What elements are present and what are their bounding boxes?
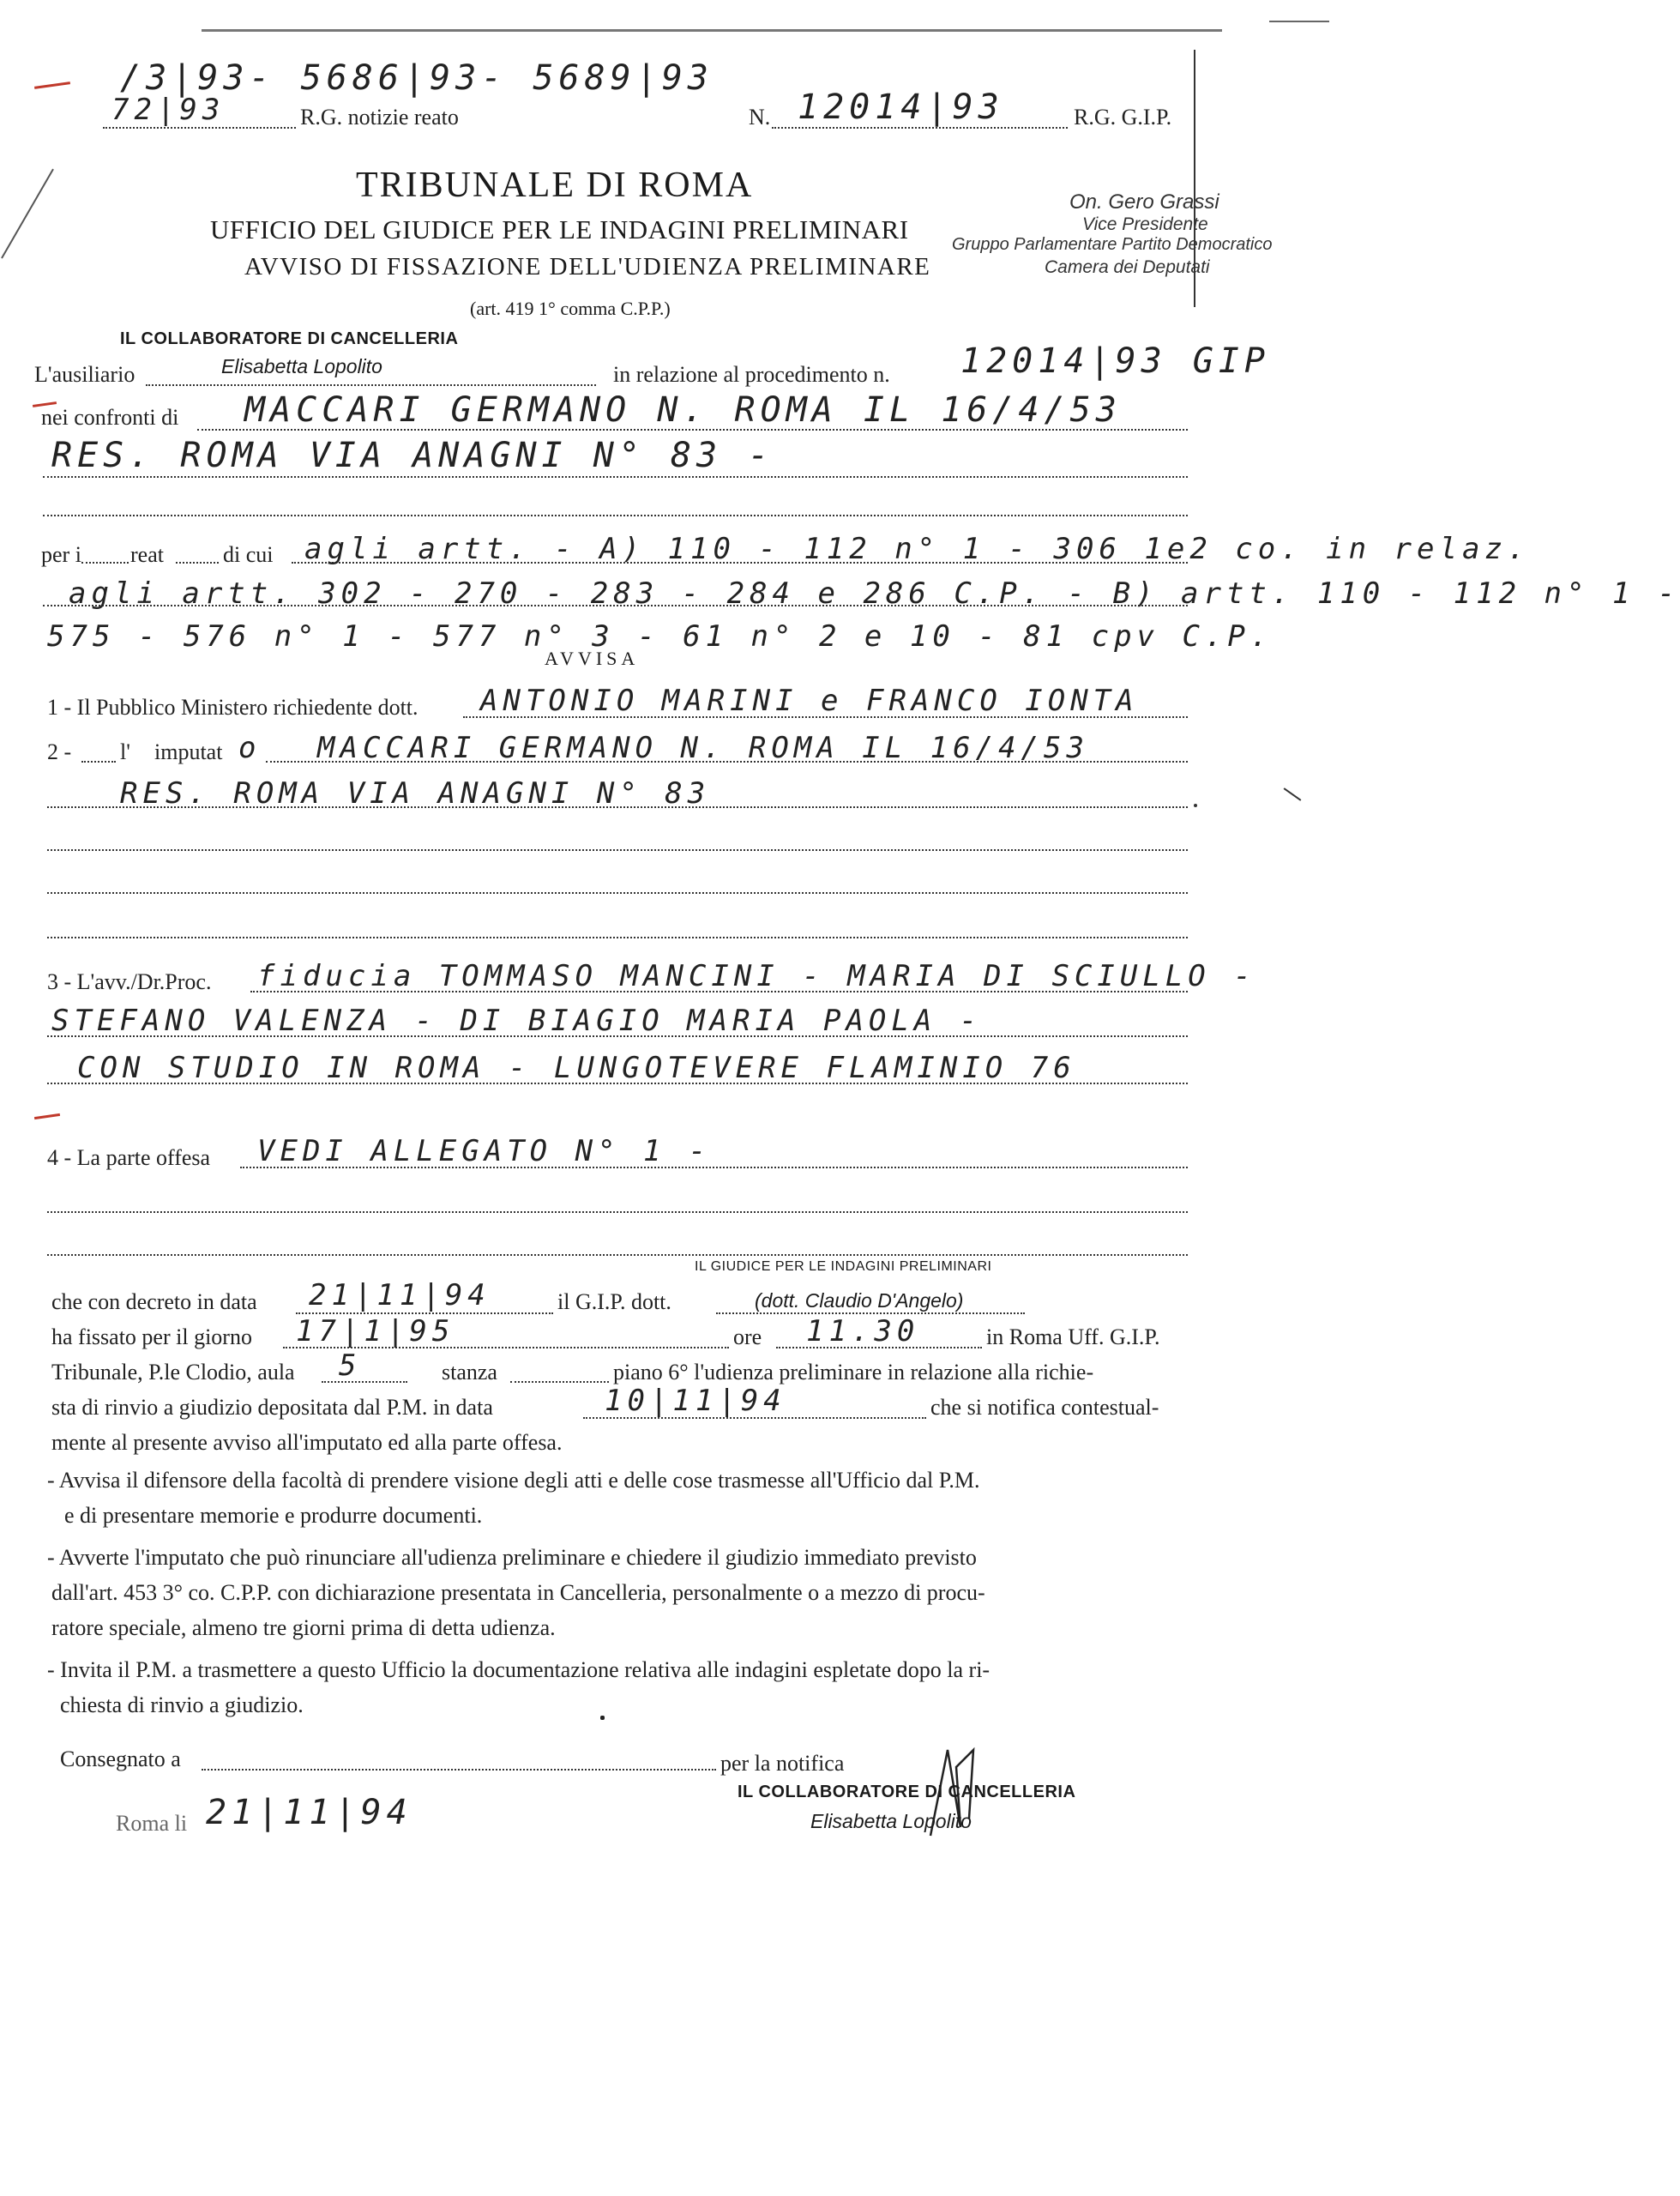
notice-title: AVVISO DI FISSAZIONE DELL'UDIENZA PRELIMINARE xyxy=(244,253,931,281)
decree-text: che con decreto in data xyxy=(51,1289,257,1314)
imputato-line-3 xyxy=(47,849,1188,851)
against-line-2-value: RES. ROMA VIA ANAGNI N° 83 - xyxy=(51,436,774,475)
protocol-numbers: /3|93- 5686|93- 5689|93 xyxy=(120,58,714,98)
notice-2-line-2: dall'art. 453 3° co. C.P.P. con dichiarazione presentata in Cancelleria, personalmente o a mezzo di procu- xyxy=(51,1580,985,1605)
n-label: N. xyxy=(749,105,771,130)
auxiliary-stamp-role: IL COLLABORATORE DI CANCELLERIA xyxy=(120,329,459,348)
stray-dot xyxy=(600,1716,605,1720)
charges-line-2-value: agli artt. 302 - 270 - 283 - 284 e 286 C.P. - B) artt. 110 - 112 n° 1 - xyxy=(69,576,1680,611)
judge-name: (dott. Claudio D'Angelo) xyxy=(755,1289,964,1312)
ore-text: ore xyxy=(733,1324,762,1349)
pm-label: 1 - Il Pubblico Ministero richiedente dott. xyxy=(47,695,418,720)
hearing-time: 11.30 xyxy=(806,1314,920,1348)
charges-reat-line xyxy=(176,562,219,564)
place-label: Roma li xyxy=(116,1811,188,1836)
rg-gip-label: R.G. G.I.P. xyxy=(1074,105,1172,130)
notice-2-line-1: - Avverte l'imputato che può rinunciare all'udienza preliminare e chiedere il giudizio immediato previsto xyxy=(47,1545,977,1570)
judge-stamp: IL GIUDICE PER LE INDAGINI PRELIMINARI xyxy=(695,1259,992,1274)
decree-gip-text: il G.I.P. dott. xyxy=(557,1289,671,1314)
against-line-1-value: MACCARI GERMANO N. ROMA IL 16/4/53 xyxy=(244,390,1122,430)
avv-line-3-value: CON STUDIO IN ROMA - LUNGOTEVERE FLAMINIO 76 xyxy=(77,1051,1076,1085)
side-stamp-name: On. Gero Grassi xyxy=(1069,190,1219,214)
offesa-value: VEDI ALLEGATO N° 1 - xyxy=(257,1134,712,1168)
scan-edge-line-right xyxy=(1269,21,1329,22)
rinvio-text: sta di rinvio a giudizio depositata dal P.M. in data xyxy=(51,1395,493,1420)
charges-per-label: per i xyxy=(41,542,81,567)
margin-mark xyxy=(34,81,70,89)
offesa-line-2 xyxy=(47,1211,1188,1213)
rinvio-date: 10|11|94 xyxy=(605,1384,786,1418)
procedure-label: in relazione al procedimento n. xyxy=(613,362,890,387)
consegnato-label: Consegnato a xyxy=(60,1747,181,1771)
stray-mark xyxy=(1284,787,1302,800)
offesa-line-3 xyxy=(47,1254,1188,1256)
avv-line-2-value: STEFANO VALENZA - DI BIAGIO MARIA PAOLA - xyxy=(51,1004,983,1038)
scan-edge-line xyxy=(202,29,1222,32)
imputato-article: l' xyxy=(120,739,130,764)
rg-notizie-value: 72|93 xyxy=(111,93,226,127)
procedure-number: 12014|93 GIP xyxy=(960,341,1270,381)
tribunale-text: Tribunale, P.le Clodio, aula xyxy=(51,1360,295,1385)
court-title: TRIBUNALE DI ROMA xyxy=(356,166,754,205)
aula-line xyxy=(322,1381,407,1383)
aula-value: 5 xyxy=(339,1348,362,1383)
auxiliary-line xyxy=(146,384,596,386)
charges-reat-label: reat xyxy=(130,542,164,567)
rg-notizie-label: R.G. notizie reato xyxy=(300,105,459,130)
charges-line-1-value: agli artt. - A) 110 - 112 n° 1 - 306 1e2 co. in relaz. xyxy=(304,532,1531,566)
charges-per-line xyxy=(81,562,129,564)
notifica-label: per la notifica xyxy=(720,1751,845,1776)
footer-date: 21|11|94 xyxy=(206,1793,412,1832)
mente-text: mente al presente avviso all'imputato ed alla parte offesa. xyxy=(51,1430,563,1455)
footer-stamp-name: Elisabetta Lopolito xyxy=(810,1810,972,1832)
auxiliary-label: L'ausiliario xyxy=(34,362,135,387)
fixed-text: ha fissato per il giorno xyxy=(51,1324,252,1349)
consegnato-line xyxy=(202,1769,716,1771)
rg-gip-value: 12014|93 xyxy=(798,87,1004,127)
notice-3-line-2: chiesta di rinvio a giudizio. xyxy=(60,1692,304,1717)
stray-dot xyxy=(1194,804,1197,807)
charges-dicui-label: di cui xyxy=(223,542,274,567)
charges-line-3-value: 575 - 576 n° 1 - 577 n° 3 - 61 n° 2 e 10 - 81 cpv C.P. xyxy=(47,619,1274,654)
auxiliary-name: Elisabetta Lopolito xyxy=(221,355,382,377)
avv-line-1-value: fiducia TOMMASO MANCINI - MARIA DI SCIULLO - xyxy=(257,959,1256,993)
notice-3-line-1: - Invita il P.M. a trasmettere a questo Ufficio la documentazione relativa alle indagini espletate dopo la ri- xyxy=(47,1657,991,1682)
side-stamp-role: Vice Presidente xyxy=(1082,214,1208,234)
side-stamp-group: Gruppo Parlamentare Partito Democratico xyxy=(952,235,1273,254)
piano-text: piano 6° l'udienza preliminare in relazione alla richie- xyxy=(613,1360,1094,1385)
footer-stamp-role: IL COLLABORATORE DI CANCELLERIA xyxy=(738,1783,1076,1801)
against-line-2 xyxy=(43,476,1188,478)
hearing-date: 17|1|95 xyxy=(296,1314,455,1348)
rg-gip-line xyxy=(772,127,1068,129)
pm-value: ANTONIO MARINI e FRANCO IONTA xyxy=(480,684,1139,718)
decree-date: 21|11|94 xyxy=(309,1278,491,1312)
article-reference: (art. 419 1° comma C.P.P.) xyxy=(470,298,671,319)
imputato-line-1-value: MACCARI GERMANO N. ROMA IL 16/4/53 xyxy=(317,731,1089,765)
office-title: UFFICIO DEL GIUDICE PER LE INDAGINI PRELIMINARI xyxy=(210,214,909,244)
imputato-line-5 xyxy=(47,937,1188,938)
avv-label: 3 - L'avv./Dr.Proc. xyxy=(47,969,212,994)
stanza-line xyxy=(510,1381,609,1383)
imputato-lead-line xyxy=(81,761,116,763)
avvisa-heading: AVVISA xyxy=(545,648,640,669)
offesa-label: 4 - La parte offesa xyxy=(47,1145,211,1170)
side-stamp-chamber: Camera dei Deputati xyxy=(1045,257,1210,277)
notice-2-line-3: ratore speciale, almeno tre giorni prima di detta udienza. xyxy=(51,1615,556,1640)
against-label: nei confronti di xyxy=(41,405,179,430)
margin-mark xyxy=(34,1113,60,1119)
scan-diagonal-line xyxy=(1,169,54,259)
notice-1-line-2: e di presentare memorie e produrre documenti. xyxy=(64,1503,483,1528)
against-line-3 xyxy=(43,515,1188,516)
imputato-line-2-value: RES. ROMA VIA ANAGNI N° 83 xyxy=(120,776,711,811)
stanza-text: stanza xyxy=(442,1360,497,1385)
imputato-label: imputat xyxy=(154,739,223,764)
imputato-number: 2 - xyxy=(47,739,72,764)
rg-notizie-line xyxy=(103,127,296,129)
imputato-suffix: o xyxy=(238,731,262,765)
imputato-line-4 xyxy=(47,892,1188,894)
notice-1-line-1: - Avvisa il difensore della facoltà di prendere visione degli atti e delle cose trasmesse all'Ufficio dal P.M. xyxy=(47,1468,980,1493)
notifica-text: che si notifica contestual- xyxy=(930,1395,1159,1420)
place-text: in Roma Uff. G.I.P. xyxy=(986,1324,1160,1349)
